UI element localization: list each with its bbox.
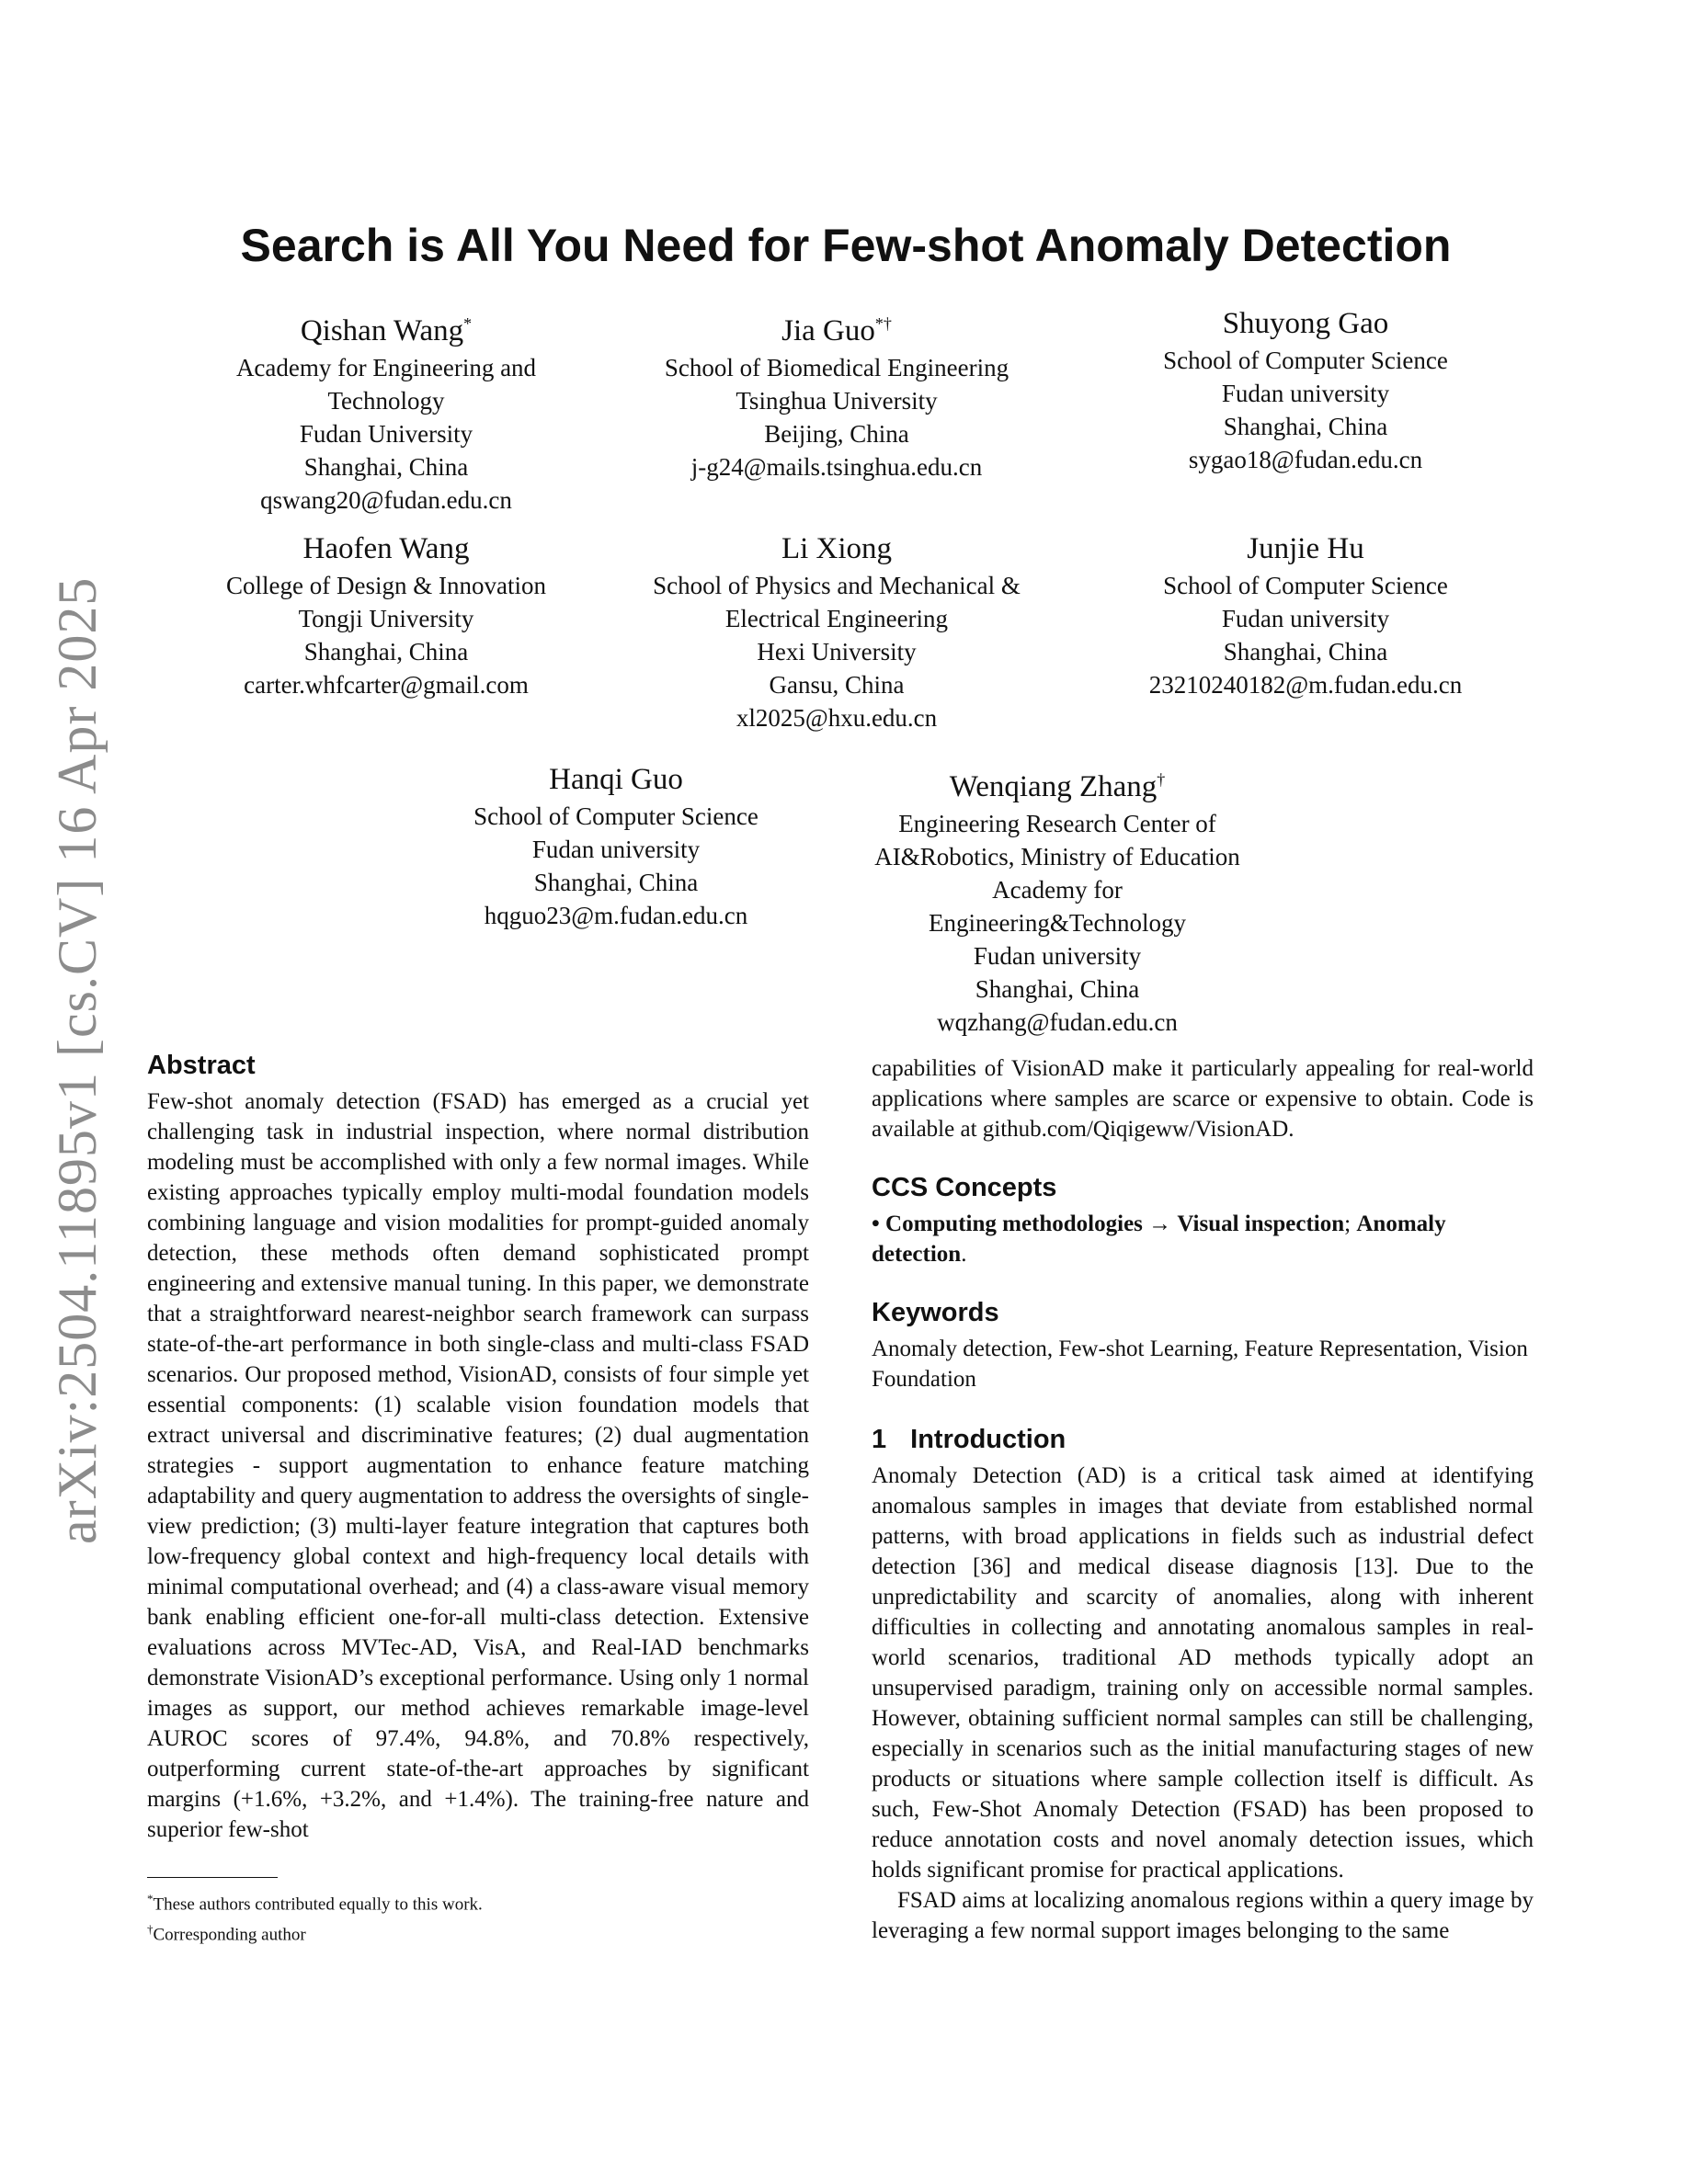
keywords-text: Anomaly detection, Few-shot Learning, Feature Representation, Vision Foundation <box>872 1337 1528 1392</box>
author-affiliation: AI&Robotics, Ministry of Education <box>874 843 1240 870</box>
abstract-text: Few-shot anomaly detection (FSAD) has emerged as a crucial yet challenging task in industrial inspection, where normal distribution modeling must be accomplished with only a few normal images. While existing approaches typically employ multi-modal foundation models combining language and vision modalities for prompt-guided anomaly detection, these methods often demand sophisticated prompt engineering and extensive manual tuning. In this paper, we demonstrate that a straightforward nearest-neighbor search framework can surpass state-of-the-art performance in both single-class and multi-class FSAD scenarios. Our proposed method, VisionAD, consists of four simple yet essential components: (1) scalable vision foundation models that extract universal and discriminative features; (2) dual augmentation strategies - support augmentation to enhance feature matching adaptability and query augmentation to address the oversights of single-view prediction; (3) multi-layer feature integration that captures both low-frequency global context and high-frequency local details with minimal computational overhead; and (4) a class-aware visual memory bank enabling efficient one-for-all multi-class detection. Extensive evaluations across MVTec-AD, VisA, and Real-IAD benchmarks demonstrate VisionAD’s exceptional performance. Using only 1 normal images as support, our method achieves remarkable image-level AUROC scores of 97.4%, 94.8%, and 70.8% respectively, outperforming current state-of-the-art approaches by significant margins (+1.6%, +3.2%, and +1.4%). The training-free nature and superior few-shot <box>147 1089 809 1842</box>
paper-title: Search is All You Need for Few-shot Anomaly Detection <box>240 220 1452 271</box>
abstract-heading: Abstract <box>147 1051 256 1080</box>
author-name: Haofen Wang <box>302 532 470 565</box>
author-block <box>184 529 588 701</box>
author-email: j-g24@mails.tsinghua.edu.cn <box>690 453 983 481</box>
right-column <box>872 1053 1534 1946</box>
author-email: 23210240182@m.fudan.edu.cn <box>1148 671 1463 699</box>
author-affiliation: Hexi University <box>757 638 917 665</box>
author-email: xl2025@hxu.edu.cn <box>736 704 938 732</box>
author-name: Jia Guo*† <box>781 314 892 347</box>
author-block <box>616 529 1057 734</box>
author-name: Wenqiang Zhang† <box>949 770 1166 803</box>
author-name: Li Xiong <box>781 532 893 565</box>
ccs-heading: CCS Concepts <box>872 1173 1057 1202</box>
author-affiliation: Engineering Research Center of <box>898 810 1216 837</box>
author-affiliation: School of Computer Science <box>473 802 758 830</box>
abstract-continuation: capabilities of VisionAD make it particularly appealing for real-world applications where samples are scarce or expensive to obtain. Code is available at github.com/Qiqigeww/VisionAD. <box>872 1056 1534 1142</box>
author-affiliation: Fudan university <box>1221 605 1390 632</box>
author-affiliation: Gansu, China <box>769 671 905 699</box>
footnote-mark: † <box>147 1922 154 1937</box>
author-affiliation: School of Physics and Mechanical & <box>653 572 1021 599</box>
author-block <box>423 759 809 932</box>
author-affiliation: Tongji University <box>298 605 474 632</box>
author-block <box>634 303 1039 483</box>
author-email: qswang20@fudan.edu.cn <box>260 486 512 514</box>
footnote-divider <box>147 1877 278 1878</box>
author-affiliation: School of Computer Science <box>1163 347 1448 374</box>
author-email: carter.whfcarter@gmail.com <box>244 671 529 699</box>
author-affiliation: Fudan university <box>531 836 701 863</box>
introduction-heading: 1 Introduction <box>872 1425 1066 1454</box>
author-affiliation: Academy for Engineering and <box>235 354 537 381</box>
author-affiliation: Electrical Engineering <box>724 605 949 632</box>
author-affiliation: Shanghai, China <box>1223 638 1388 665</box>
introduction-paragraph: FSAD aims at localizing anomalous regions within a query image by leveraging a few normal support images belonging to the same <box>872 1888 1534 1943</box>
author-affiliation: Shanghai, China <box>1223 413 1388 440</box>
author-email: hqguo23@m.fudan.edu.cn <box>484 902 748 929</box>
author-mark: *† <box>874 314 892 333</box>
author-mark: † <box>1157 770 1166 789</box>
footnote: †Corresponding author <box>147 1922 306 1945</box>
author-affiliation: School of Computer Science <box>1163 572 1448 599</box>
author-affiliation: Tsinghua University <box>736 387 938 415</box>
author-name: Junjie Hu <box>1247 532 1364 565</box>
author-affiliation: School of Biomedical Engineering <box>664 354 1009 381</box>
introduction-paragraph: Anomaly Detection (AD) is a critical task aimed at identifying anomalous samples in images that deviate from established normal patterns, with broad applications in fields such as industrial defect detection [36] and medical disease diagnosis [13]. Due to the unpredictability and scarcity of anomalies, along with inherent difficulties in collecting and annotating anomalous samples in real-world scenarios, traditional AD methods typically adopt an unsupervised paradigm, training only on accessible normal samples. However, obtaining sufficient normal samples can still be challenging, especially in scenarios such as the initial manufacturing stages of new products or situations where sample collection itself is difficult. As such, Few-Shot Anomaly Detection (FSAD) has been proposed to reduce annotation costs and novel anomaly detection issues, which holds significant promise for practical applications. <box>872 1463 1534 1883</box>
author-affiliation: Technology <box>327 387 445 415</box>
footnote: *These authors contributed equally to this work. <box>147 1892 483 1915</box>
ccs-concepts: • Computing methodologies → Visual inspection; Anomaly detection. <box>872 1211 1446 1267</box>
author-email: wqzhang@fudan.edu.cn <box>937 1008 1178 1036</box>
author-name: Qishan Wang* <box>300 314 473 347</box>
author-block <box>837 759 1278 1039</box>
keywords-heading: Keywords <box>872 1298 999 1327</box>
author-name: Hanqi Guo <box>549 763 683 796</box>
author-affiliation: Shanghai, China <box>303 638 469 665</box>
author-affiliation: Fudan university <box>973 942 1142 970</box>
author-affiliation: Shanghai, China <box>975 975 1140 1003</box>
author-affiliation: Fudan University <box>299 420 473 448</box>
author-name: Shuyong Gao <box>1222 307 1389 340</box>
author-affiliation: Shanghai, China <box>533 869 699 896</box>
author-affiliation: Academy for <box>992 876 1123 904</box>
footnote-mark: * <box>147 1892 154 1905</box>
arxiv-identifier-stamp: arXiv:2504.11895v1 [cs.CV] 16 Apr 2025 <box>47 576 108 1544</box>
author-block <box>1094 529 1517 701</box>
left-column <box>147 1048 809 1845</box>
footnotes <box>147 1886 791 1948</box>
author-block <box>1112 303 1499 476</box>
author-block <box>202 303 570 517</box>
author-affiliation: Beijing, China <box>764 420 909 448</box>
author-affiliation: College of Design & Innovation <box>226 572 546 599</box>
author-affiliation: Engineering&Technology <box>928 909 1187 937</box>
author-email: sygao18@fudan.edu.cn <box>1188 446 1423 473</box>
author-affiliation: Shanghai, China <box>303 453 469 481</box>
author-mark: * <box>463 314 473 333</box>
author-affiliation: Fudan university <box>1221 380 1390 407</box>
